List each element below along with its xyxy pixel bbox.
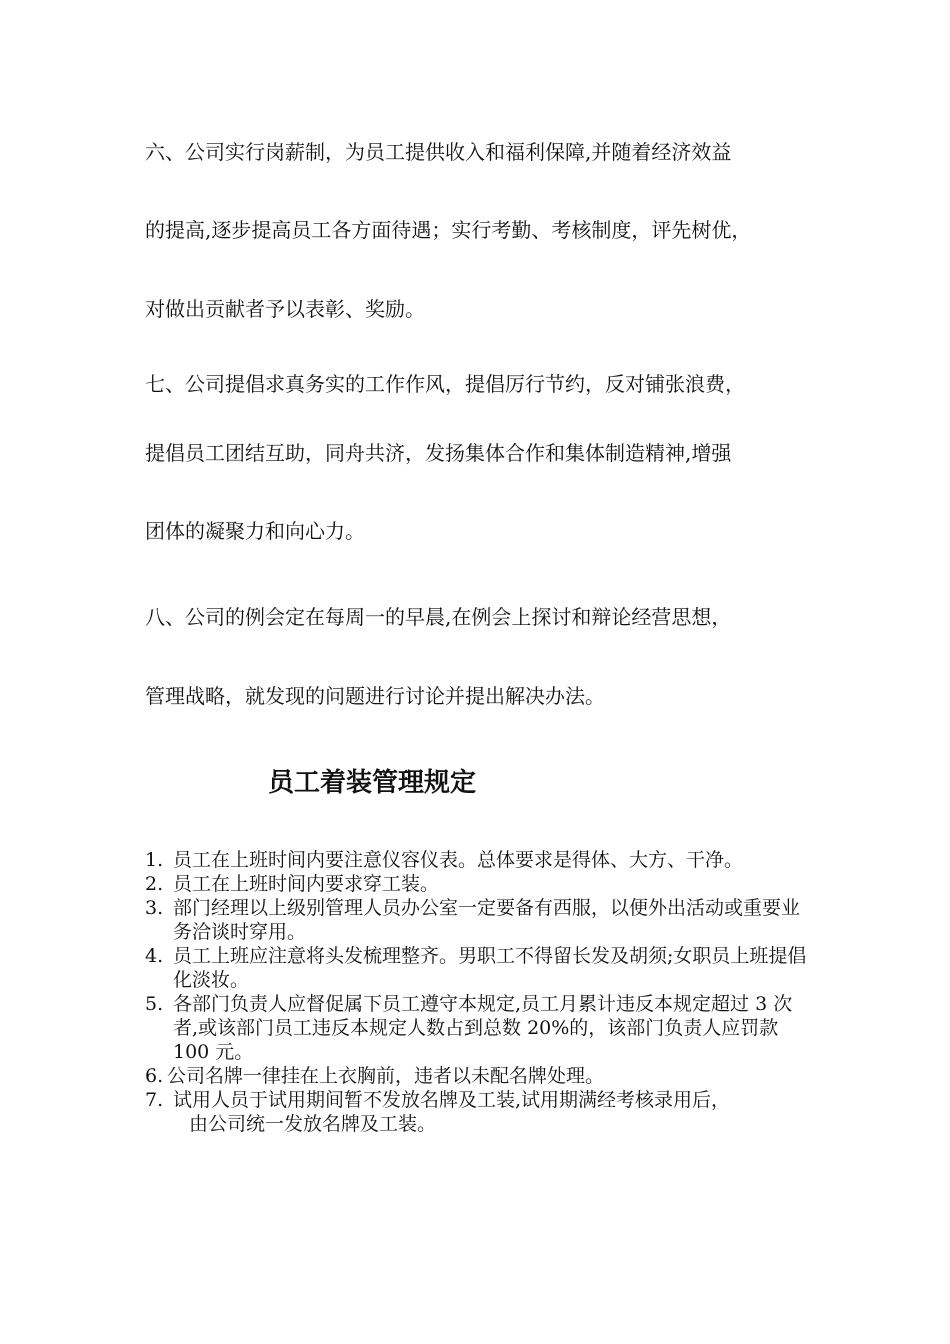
dress-code-list (145, 848, 815, 1136)
list-item-text: 公司名牌一律挂在上衣胸前，违者以未配名牌处理。 (167, 1065, 605, 1087)
list-item (145, 992, 815, 1064)
list-item-number: 4. (145, 945, 164, 967)
section-6-line-3: 对做出贡献者予以表彰、奖励。 (145, 297, 425, 321)
list-item-text: 试用人员于试用期间暂不发放名牌及工装,试用期满经考核录用后， (173, 1089, 731, 1111)
list-item (145, 1088, 815, 1136)
list-item-text-continuation: 由公司统一发放名牌及工装。 (189, 1113, 437, 1135)
section-6-line-1: 六、公司实行岗薪制，为员工提供收入和福利保障,并随着经济效益 (145, 140, 732, 164)
list-item-text: 各部门负责人应督促属下员工遵守本规定,员工月累计违反本规定超过 3 次者,或该部门员工违反本规定人数占到总数 20%的，该部门负责人应罚款 100 元。 (173, 993, 793, 1063)
list-item-number: 7. (145, 1089, 164, 1111)
list-item-text: 员工在上班时间内要求穿工装。 (173, 873, 440, 895)
list-item-text: 部门经理以上级别管理人员办公室一定要备有西服，以便外出活动或重要业务洽谈时穿用。 (173, 897, 801, 943)
list-item (145, 848, 815, 872)
list-item (145, 1064, 815, 1088)
section-8-line-1: 八、公司的例会定在每周一的早晨,在例会上探讨和辩论经营思想， (145, 605, 732, 629)
list-item (145, 944, 815, 992)
list-item-text: 员工在上班时间内要注意仪容仪表。总体要求是得体、大方、干净。 (173, 849, 744, 871)
list-item-number: 2. (145, 873, 164, 895)
list-item (145, 896, 815, 944)
list-item-number: 6. (145, 1065, 164, 1087)
list-item-number: 3. (145, 897, 164, 919)
list-item (145, 872, 815, 896)
section-7-line-3: 团体的凝聚力和向心力。 (145, 519, 365, 543)
list-item-number: 5. (145, 993, 164, 1015)
list-item-text-wrapper (173, 1088, 815, 1136)
list-item-number: 1. (145, 849, 164, 871)
section-heading: 员工着装管理规定 (268, 768, 477, 798)
list-item-text: 员工上班应注意将头发梳理整齐。男职工不得留长发及胡须;女职员上班提倡化淡妆。 (173, 945, 807, 991)
section-7-line-2: 提倡员工团结互助，同舟共济，发扬集体合作和集体制造精神,增强 (145, 441, 732, 465)
section-8-line-2: 管理战略，就发现的问题进行讨论并提出解决办法。 (145, 684, 605, 708)
section-6-line-2: 的提高,逐步提高员工各方面待遇；实行考勤、考核制度，评先树优， (145, 218, 752, 242)
section-7-line-1: 七、公司提倡求真务实的工作作风，提倡厉行节约，反对铺张浪费， (145, 372, 745, 396)
